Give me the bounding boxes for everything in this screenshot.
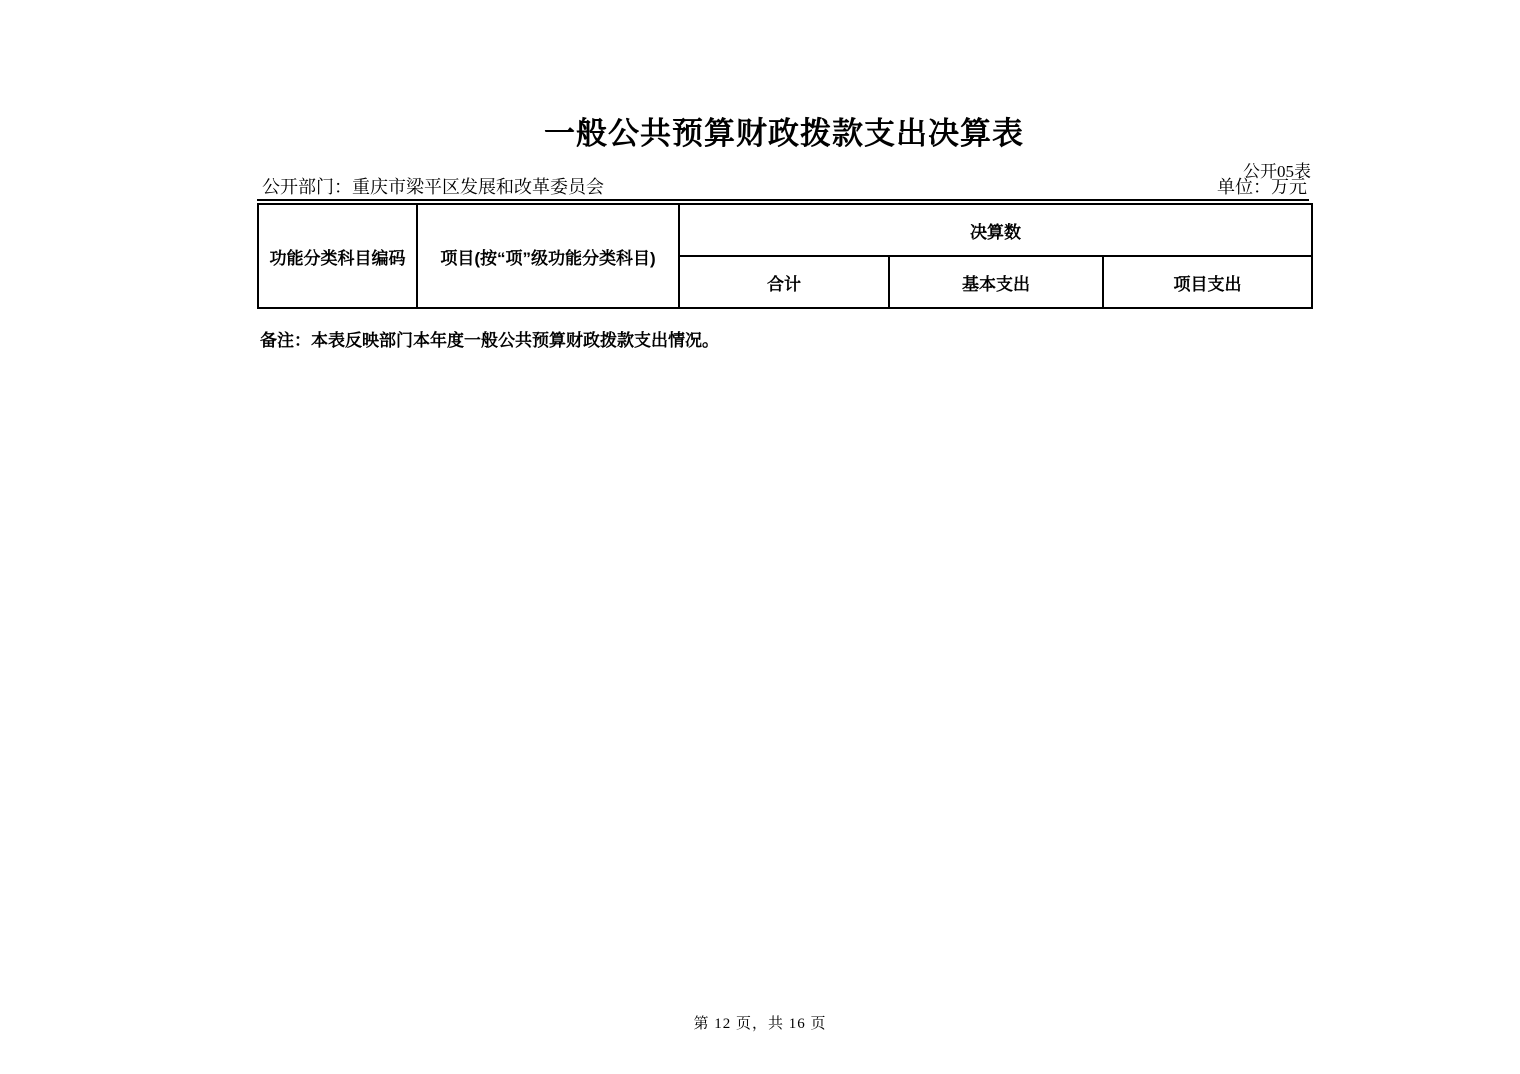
col-header-total: 合计 (679, 256, 889, 308)
table-header-row-1 (258, 204, 1312, 256)
page-title: 一般公共预算财政拨款支出决算表 (544, 116, 1024, 151)
col-header-final-accounts-group: 决算数 (679, 204, 1312, 256)
col-header-project-expenditure: 项目支出 (1103, 256, 1312, 308)
page-number-footer: 第 12 页，共 16 页 (693, 1016, 827, 1032)
col-header-project: 项目(按“项”级功能分类科目) (417, 204, 679, 308)
note-text: 备注：本表反映部门本年度一般公共预算财政拨款支出情况。 (260, 331, 719, 350)
meta-row (257, 176, 1309, 201)
col-header-basic-expenditure: 基本支出 (889, 256, 1103, 308)
budget-table (257, 203, 1313, 309)
col-header-function-code: 功能分类科目编码 (258, 204, 417, 308)
table-code-label: 公开05表 (1243, 162, 1311, 181)
unit-label: 单位：万元 (1217, 177, 1307, 197)
department-label: 公开部门：重庆市梁平区发展和改革委员会 (262, 177, 604, 197)
